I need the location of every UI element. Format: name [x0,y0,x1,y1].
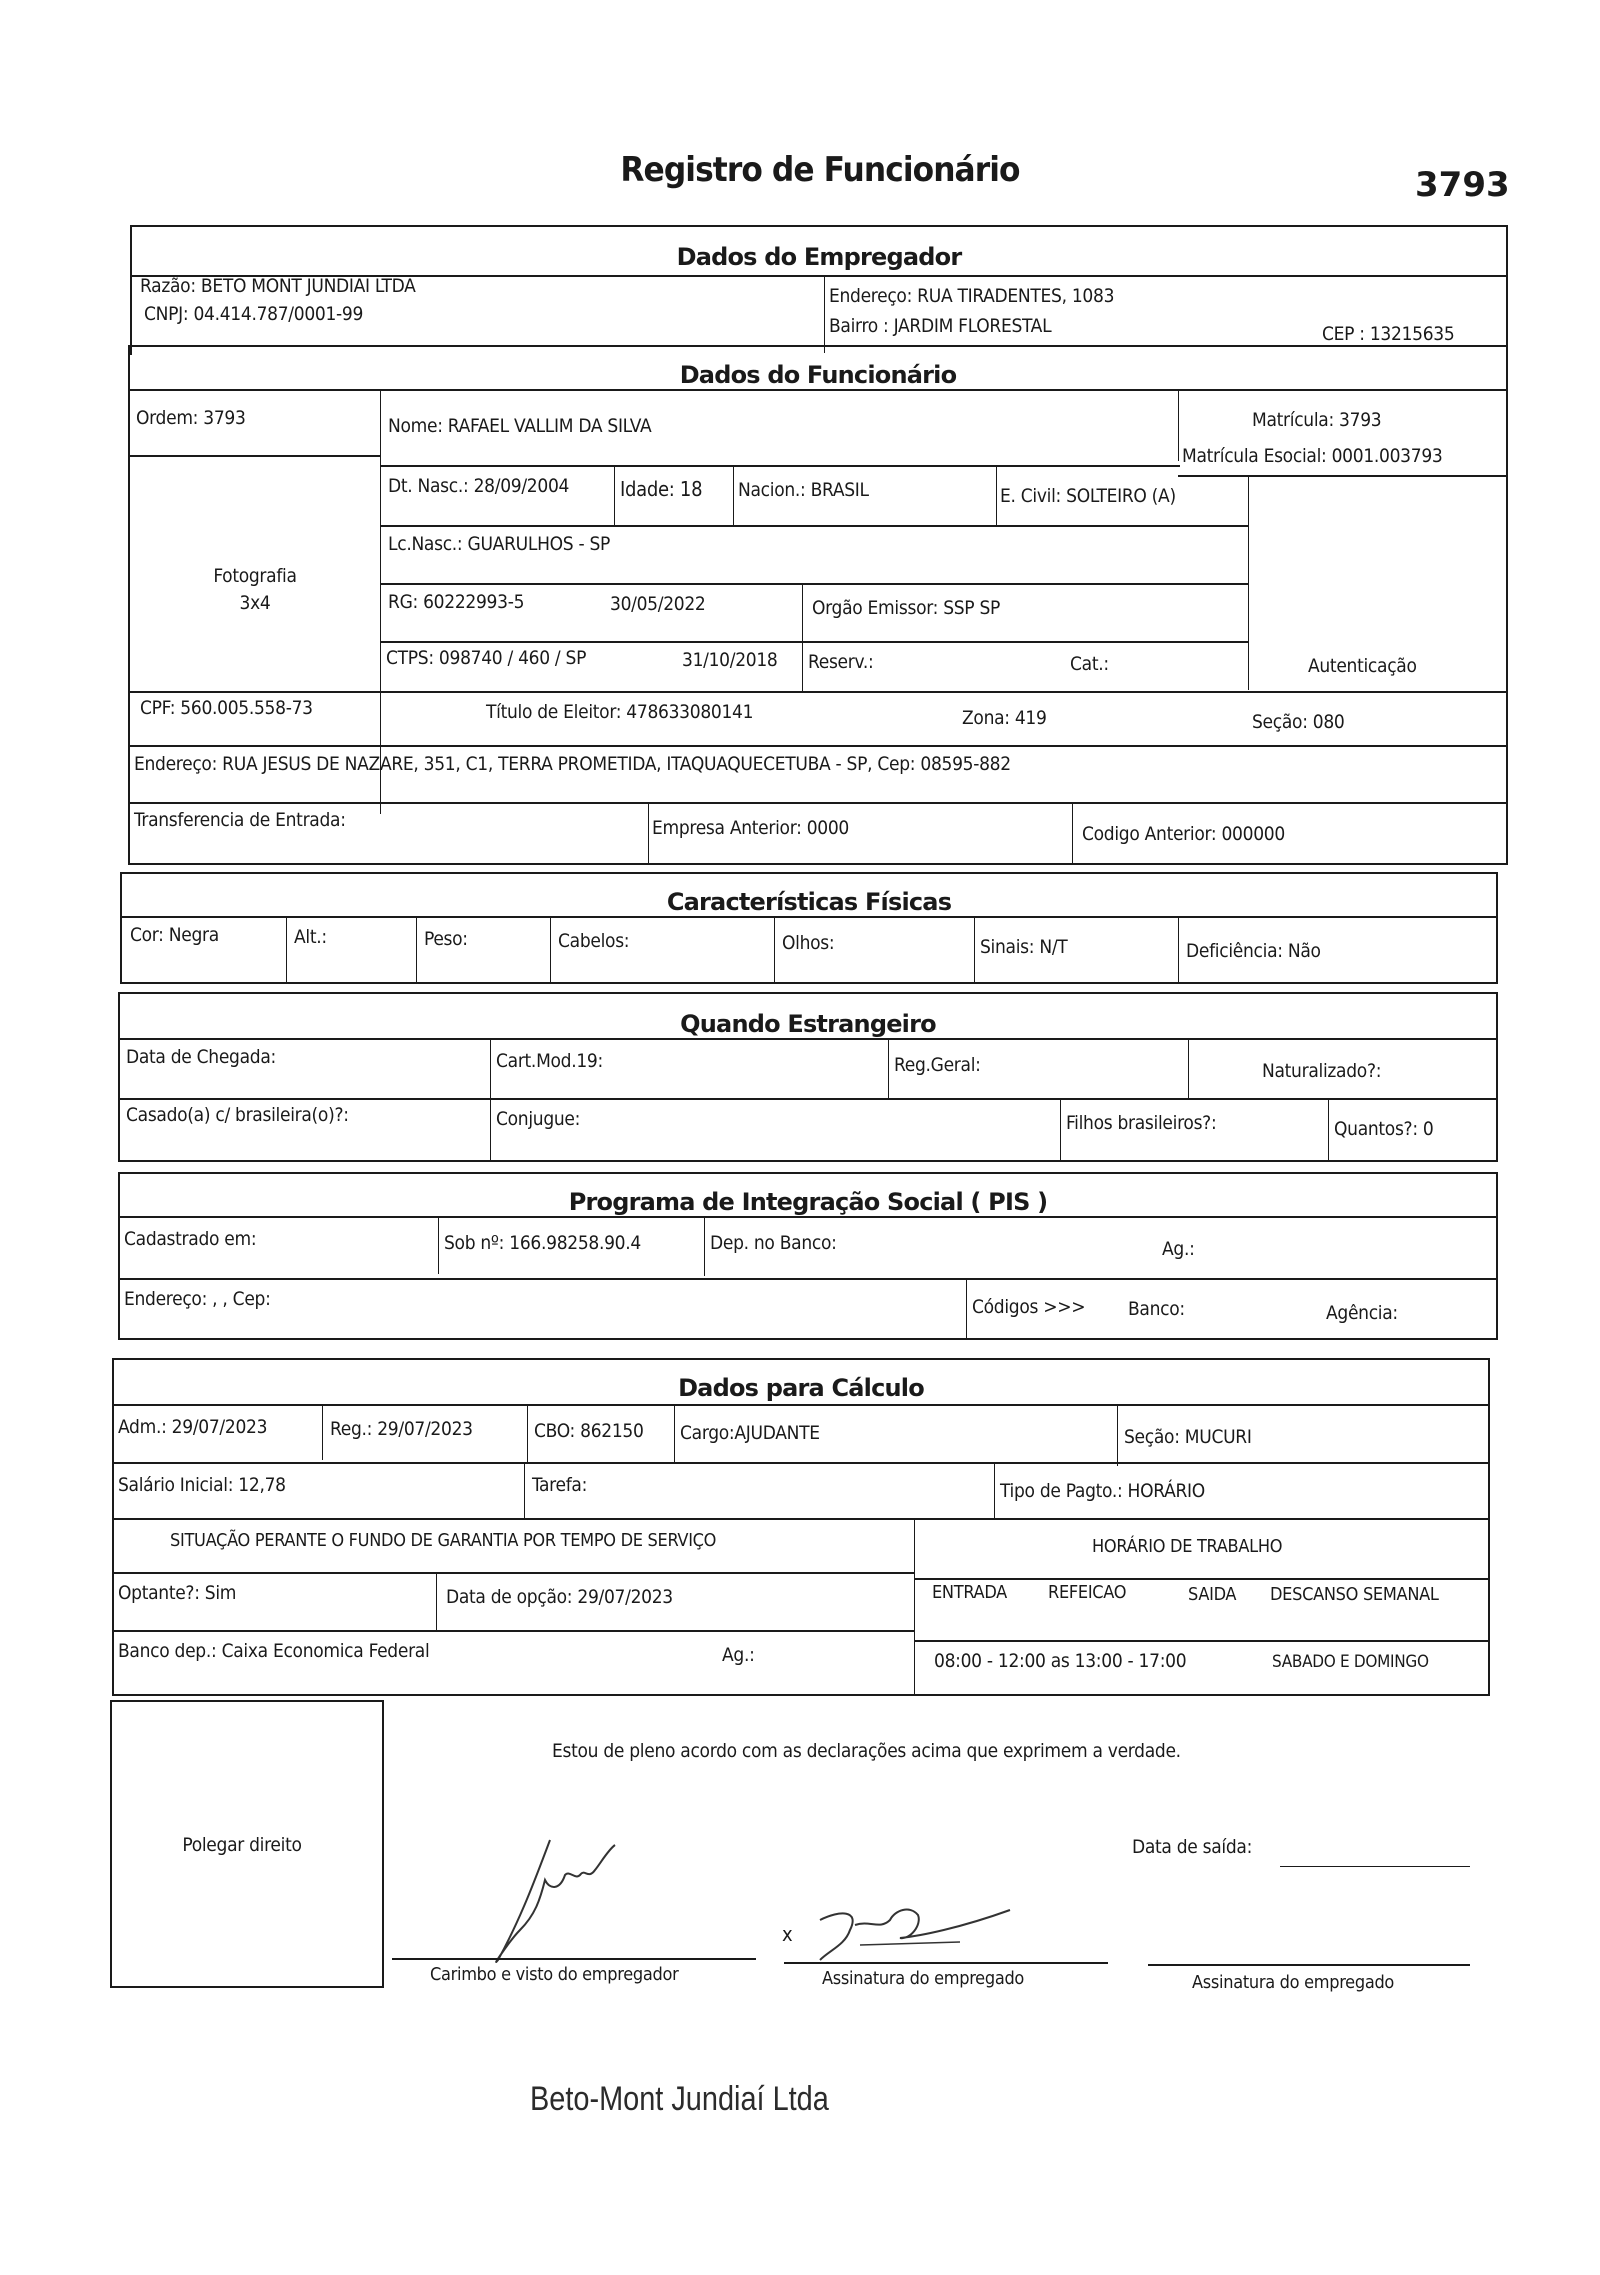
divider [380,641,1248,643]
divider [114,1462,1488,1464]
orgao-emissor: Orgão Emissor: SSP SP [812,597,1001,619]
banco-deposito: Banco dep.: Caixa Economica Federal [118,1640,430,1662]
tarefa: Tarefa: [532,1474,588,1496]
carimbo-label: Carimbo e visto do empregador [430,1964,679,1985]
section-empregador [130,225,1508,355]
divider [130,802,1506,804]
data-chegada: Data de Chegada: [126,1046,276,1068]
employer-address: Endereço: RUA TIRADENTES, 1083 [829,285,1115,307]
divider [1060,1098,1061,1160]
divider [527,1404,528,1462]
pis-agencia: Ag.: [1162,1238,1195,1260]
divider [648,802,649,863]
categoria: Cat.: [1070,653,1109,675]
dep-banco: Dep. no Banco: [710,1232,837,1254]
divider [774,916,775,982]
divider [614,465,615,525]
cpf: CPF: 560.005.558-73 [140,697,313,719]
data-nascimento: Dt. Nasc.: 28/09/2004 [388,475,570,497]
ctps: CTPS: 098740 / 460 / SP [386,647,587,669]
section-heading: Dados do Empregador [676,243,962,271]
document-number: 3793 [1415,165,1510,205]
rg-date: 30/05/2022 [610,593,706,615]
section-heading: Dados do Funcionário [679,361,957,389]
horario-valores: 08:00 - 12:00 as 13:00 - 17:00 [934,1650,1187,1672]
secao-eleitoral: Seção: 080 [1252,711,1345,733]
cargo: Cargo:AJUDANTE [680,1422,820,1444]
divider [380,525,1248,527]
divider [1248,475,1249,690]
data-opcao: Data de opção: 29/07/2023 [446,1586,673,1608]
reg-geral: Reg.Geral: [894,1054,981,1076]
divider [436,1572,437,1632]
page-title: Registro de Funcionário [620,150,1020,190]
ctps-date: 31/10/2018 [682,649,778,671]
nacionalidade: Nacion.: BRASIL [738,479,869,501]
pis-endereco: Endereço: , , Cep: [124,1288,271,1310]
divider [974,916,975,982]
data-saida-label: Data de saída: [1132,1836,1253,1858]
data-saida-line [1280,1866,1470,1867]
local-nascimento: Lc.Nasc.: GUARULHOS - SP [388,533,611,555]
horario-col-refeicao: REFEICAO [1048,1582,1127,1603]
codigos-label: Códigos >>> [972,1296,1086,1318]
cbo: CBO: 862150 [534,1420,644,1442]
empresa-anterior: Empresa Anterior: 0000 [652,817,849,839]
matricula-esocial: Matrícula Esocial: 0001.003793 [1182,445,1443,467]
divider [122,916,1496,918]
photo-label: Fotografia [213,565,297,587]
razao-social: Razão: BETO MONT JUNDIAI LTDA [140,275,416,297]
employer-bairro: Bairro : JARDIM FLORESTAL [829,315,1052,337]
divider [130,745,1506,747]
divider [130,389,1506,391]
quantos-filhos: Quantos?: 0 [1334,1118,1434,1140]
transferencia-entrada: Transferencia de Entrada: [134,809,346,831]
horario-col-saida: SAIDA [1188,1584,1237,1605]
employer-signature [480,1820,680,1970]
divider [380,465,1180,467]
divider [550,916,551,982]
data-registro: Reg.: 29/07/2023 [330,1418,473,1440]
divider [120,1216,1496,1218]
photo-size-label: 3x4 [239,592,271,614]
reservista: Reserv.: [808,651,874,673]
divider [322,1404,323,1460]
divider [1072,802,1073,863]
divider [416,916,417,982]
naturalizado: Naturalizado?: [1262,1060,1382,1082]
rg-number: RG: 60222993-5 [388,591,525,613]
autenticacao-label: Autenticação [1308,655,1417,677]
cor: Cor: Negra [130,924,219,946]
employee-signature [800,1890,1100,1970]
divider [1178,916,1179,982]
divider [1117,1404,1118,1466]
divider [114,1630,914,1632]
altura: Alt.: [294,926,327,948]
assinatura-empregado-label-2: Assinatura do empregado [1192,1972,1395,1993]
filhos-brasileiros: Filhos brasileiros?: [1066,1112,1217,1134]
section-estrangeiro [118,992,1498,1162]
divider [114,1404,1488,1406]
cabelos: Cabelos: [558,930,630,952]
divider [994,1462,995,1520]
section-heading: Quando Estrangeiro [680,1010,936,1038]
optante-fgts: Optante?: Sim [118,1582,237,1604]
horario-col-descanso: DESCANSO SEMANAL [1270,1584,1439,1605]
employee-address: Endereço: RUA JESUS DE NAZARE, 351, C1, TERRA PROMETIDA, ITAQUAQUECETUBA - SP, Cep: 08595-882 [134,753,1011,775]
divider [996,465,997,527]
cart-mod-19: Cart.Mod.19: [496,1050,603,1072]
divider [120,1098,1496,1100]
divider [114,1572,914,1574]
employee-name: Nome: RAFAEL VALLIM DA SILVA [388,415,652,437]
divider [914,1578,1488,1580]
codigo-anterior: Codigo Anterior: 000000 [1082,823,1285,845]
divider [704,1216,705,1276]
conjugue: Conjugue: [496,1108,581,1130]
divider [380,389,381,814]
divider [914,1640,1488,1642]
divider [120,1278,1496,1280]
fgts-heading: SITUAÇÃO PERANTE O FUNDO DE GARANTIA POR TEMPO DE SERVIÇO [170,1530,717,1551]
divider [114,1518,1488,1520]
pis-number: Sob nº: 166.98258.90.4 [444,1232,641,1254]
tipo-pagamento: Tipo de Pagto.: HORÁRIO [1000,1480,1205,1502]
peso: Peso: [424,928,468,950]
divider [438,1216,439,1274]
divider [802,583,803,693]
divider [888,1038,889,1098]
section-heading: Dados para Cálculo [678,1374,924,1402]
zona-eleitoral: Zona: 419 [962,707,1047,729]
polegar-label: Polegar direito [182,1834,302,1856]
horario-heading: HORÁRIO DE TRABALHO [1092,1536,1283,1557]
sinais: Sinais: N/T [980,936,1068,958]
section-funcionario [128,345,1508,865]
secao-trabalho: Seção: MUCURI [1124,1426,1252,1448]
section-heading: Características Físicas [666,888,952,916]
banco-agencia: Ag.: [722,1644,755,1666]
divider [966,1278,967,1338]
divider [380,583,1248,585]
banco-code: Banco: [1128,1298,1185,1320]
horario-col-entrada: ENTRADA [932,1582,1007,1603]
idade: Idade: 18 [620,477,703,501]
divider [524,1462,525,1518]
agencia-code: Agência: [1326,1302,1398,1324]
divider [1178,389,1179,461]
declaracao-text: Estou de pleno acordo com as declarações acima que exprimem a verdade. [552,1740,1181,1762]
matricula: Matrícula: 3793 [1252,409,1382,431]
titulo-eleitor: Título de Eleitor: 478633080141 [486,701,754,723]
cadastrado-em: Cadastrado em: [124,1228,257,1250]
assinatura-empregado-line-2 [1148,1964,1470,1966]
cnpj: CNPJ: 04.414.787/0001-99 [144,303,364,325]
data-admissao: Adm.: 29/07/2023 [118,1416,268,1438]
ordem: Ordem: 3793 [136,407,246,429]
olhos: Olhos: [782,932,835,954]
salario-inicial: Salário Inicial: 12,78 [118,1474,286,1496]
divider [914,1518,915,1694]
divider [733,465,734,525]
deficiencia: Deficiência: Não [1186,940,1321,962]
assinatura-empregado-line-1 [784,1962,1108,1964]
casado-brasileiro: Casado(a) c/ brasileira(o)?: [126,1104,349,1126]
divider [130,691,1506,693]
thumbprint-box [110,1700,384,1988]
divider [1328,1098,1329,1160]
divider [1188,1038,1189,1098]
section-calculo [112,1358,1490,1696]
divider [1178,475,1506,477]
estado-civil: E. Civil: SOLTEIRO (A) [1000,485,1176,507]
section-heading: Programa de Integração Social ( PIS ) [568,1188,1048,1216]
signature-x-mark: x [782,1922,793,1946]
section-caracteristicas [120,872,1498,984]
section-pis [118,1172,1498,1340]
divider [130,455,380,457]
divider [824,275,825,353]
divider [120,1038,1496,1040]
company-brand-footer: Beto-Mont Jundiaí Ltda [530,2080,829,2118]
descanso-semanal: SABADO E DOMINGO [1272,1652,1429,1672]
carimbo-line [392,1958,756,1960]
divider [286,916,287,982]
divider [674,1404,675,1462]
assinatura-empregado-label-1: Assinatura do empregado [822,1968,1025,1989]
employer-cep: CEP : 13215635 [1322,323,1455,345]
